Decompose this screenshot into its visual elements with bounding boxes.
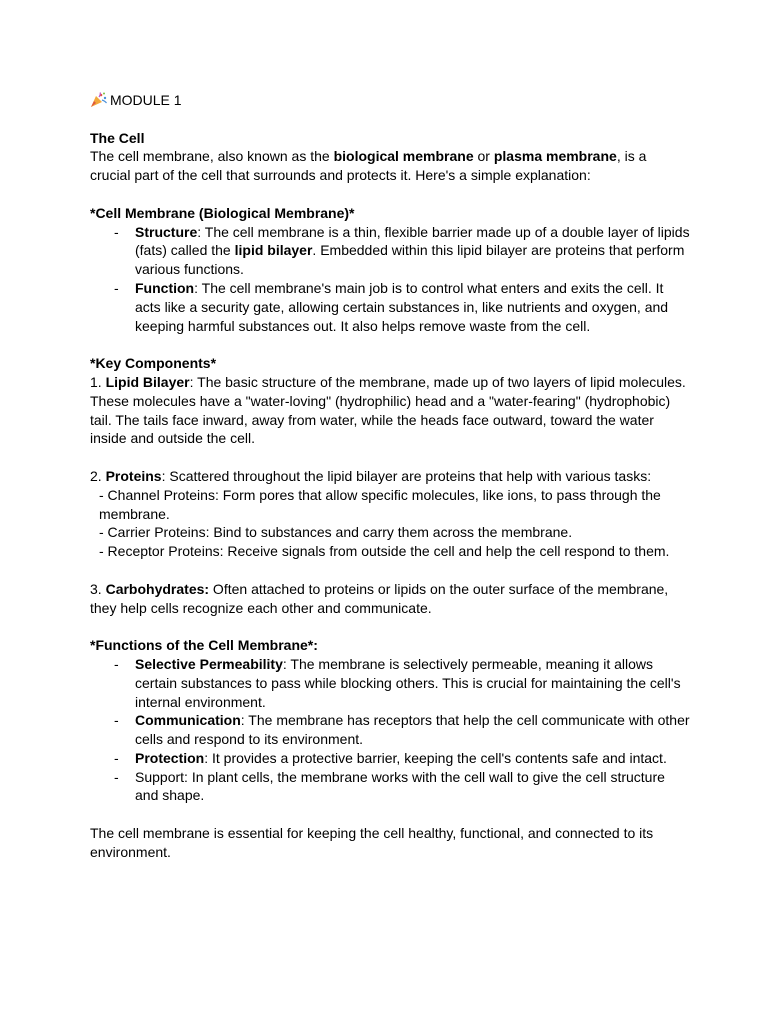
list-item: - Carrier Proteins: Bind to substances and carry them across the membrane. [99, 524, 573, 541]
membrane-heading: *Cell Membrane (Biological Membrane)* [90, 204, 355, 221]
component-proteins: 2. Proteins: Scattered throughout the lipid bilayer are proteins that help with various tasks: [90, 467, 652, 484]
cell-heading: The Cell [90, 129, 145, 146]
party-popper-icon [90, 92, 107, 108]
list-item: - Receptor Proteins: Receive signals from outside the cell and help the cell respond to them. [99, 543, 670, 560]
functions-heading: *Functions of the Cell Membrane*: [90, 637, 318, 654]
component-lipid: 1. Lipid Bilayer: The basic structure of the membrane, made up of two layers of lipid molecules. These molecules have a "water-loving" (hydrophilic) head and a "water-fearing" (hydrophobic) tail. The tails face inward, away from water, while the heads face outward, toward the water inside and outside the cell. [90, 373, 686, 447]
list-item: - Structure: The cell membrane is a thin, flexible barrier made up of a double layer of lipids (fats) called the lipid bilayer. Embedded within this lipid bilayer are proteins that perform various functions. [114, 223, 690, 278]
document-body [90, 91, 690, 862]
list-item: - Support: In plant cells, the membrane works with the cell wall to give the cell structure and shape. [114, 768, 665, 804]
components-heading: *Key Components* [90, 355, 217, 372]
cell-intro: The cell membrane, also known as the biological membrane or plasma membrane, is a crucial part of the cell that surrounds and protects it. Here's a simple explanation: [90, 148, 647, 184]
conclusion: The cell membrane is essential for keeping the cell healthy, functional, and connected to its environment. [90, 825, 654, 860]
component-carbs: 3. Carbohydrates: Often attached to proteins or lipids on the outer surface of the membrane, they help cells recognize each other and communicate. [90, 580, 669, 616]
list-item: - Protection: It provides a protective barrier, keeping the cell's contents safe and intact. [114, 749, 667, 766]
list-item: - Function: The cell membrane's main job is to control what enters and exits the cell. It acts like a security gate, allowing certain substances in, like nutrients and oxygen, and keeping harmful substances out. It also helps remove waste from the cell. [114, 279, 669, 334]
list-item: - Selective Permeability: The membrane is selectively permeable, meaning it allows certain substances to pass while blocking others. This is crucial for maintaining the cell's internal environment. [114, 655, 681, 710]
list-item: - Channel Proteins: Form pores that allow specific molecules, like ions, to pass through the membrane. [99, 486, 661, 522]
membrane-list [90, 223, 690, 336]
functions-list [90, 655, 690, 805]
module-label: MODULE 1 [110, 92, 182, 108]
list-item: - Communication: The membrane has receptors that help the cell communicate with other cells and respond to its environment. [114, 712, 690, 748]
module-title [90, 91, 690, 110]
